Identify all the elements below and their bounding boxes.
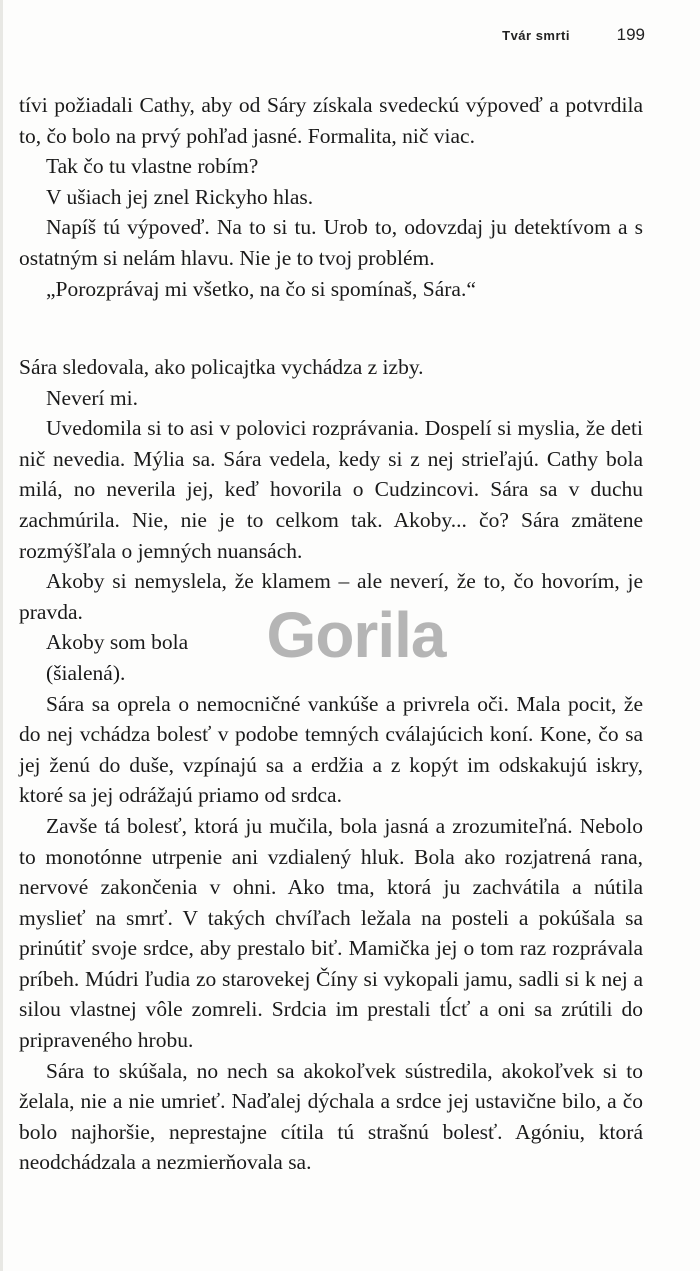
paragraph: Akoby si nemyslela, že klamem – ale neverí, že to, čo hovorím, je pravda. (19, 569, 643, 624)
running-title: Tvár smrti (502, 28, 570, 43)
paragraph: Sára to skúšala, no nech sa akokoľvek sústredila, akokoľvek si to želala, nie a nie umrieť. Naďalej dýchala a srdce jej ustavične bilo, a čo bolo najhoršie, neprestajne cítila tú strašnú bolesť. Agóniu, ktorá neodchádzala a nezmierňovala sa. (19, 1058, 643, 1175)
watermark-logo: Gorila (266, 599, 446, 671)
paragraph: Uvedomila si to asi v polovici rozprávania. Dospelí si myslia, že deti nič nevedia. Mýlia sa. Sára vedela, kedy si z nej strieľajú. Cathy bola milá, no neverila jej, keď hovorila o Cudzincovi. Sára sa v duchu zachmúrila. Nie, nie je to celkom tak. Akoby... čo? Sára zmätene rozmýšľala o jemných nuansách. (19, 416, 643, 563)
paragraph: Akoby som bola (46, 630, 189, 655)
paragraph: V ušiach jej znel Rickyho hlas. (46, 184, 314, 209)
paragraph: Zavše tá bolesť, ktorá ju mučila, bola jasná a zrozumiteľná. Nebolo to monotónne utrpenie ani vzdialený hluk. Bola ako rozjatrená rana, nervové zakončenia v ohni. Ako tma, ktorá ju zachvátila a nútila myslieť na smrť. V takých chvíľach ležala na posteli a pokúšala sa prinútiť svoje srdce, aby prestalo biť. Mamička jej o tom raz rozprávala príbeh. Múdri ľudia zo starovekej Číny si vykopali jamu, sadli si k nej a silou vlastnej vôle zomreli. Srdcia im prestali tĺcť a oni sa zrútili do pripraveného hrobu. (19, 813, 643, 1053)
paragraph: (šialená). (46, 660, 126, 685)
paragraph: Sára sa oprela o nemocničné vankúše a privrela oči. Mala pocit, že do nej vchádza bolesť v podobe temných cválajúcich koní. Kone, čo sa jej ženú do duše, vzpínajú sa a erdžia a z kopýt im odskakujú iskry, ktoré sa jej odrážajú priamo od srdca. (19, 691, 643, 808)
page-edge-shadow (0, 0, 3, 1271)
paragraph: Napíš tú výpoveď. Na to si tu. Urob to, odovzdaj ju detektívom a s ostatným si nelám hlavu. Nie je to tvoj problém. (19, 215, 643, 270)
paragraph: „Porozprávaj mi všetko, na čo si spomínaš, Sára.“ (46, 276, 476, 301)
page-number: 199 (616, 25, 645, 44)
paragraph: Sára sledovala, ako policajtka vychádza z izby. (19, 355, 424, 379)
paragraph: Neverí mi. (46, 385, 138, 410)
text-block-upper (19, 90, 643, 304)
running-header (20, 22, 645, 52)
text-block-lower (19, 352, 643, 1178)
paragraph: Tak čo tu vlastne robím? (46, 154, 259, 179)
paragraph: tívi požiadali Cathy, aby od Sáry získala svedeckú výpoveď a potvrdila to, čo bolo na prvý pohľad jasné. Formalita, nič viac. (19, 93, 643, 148)
